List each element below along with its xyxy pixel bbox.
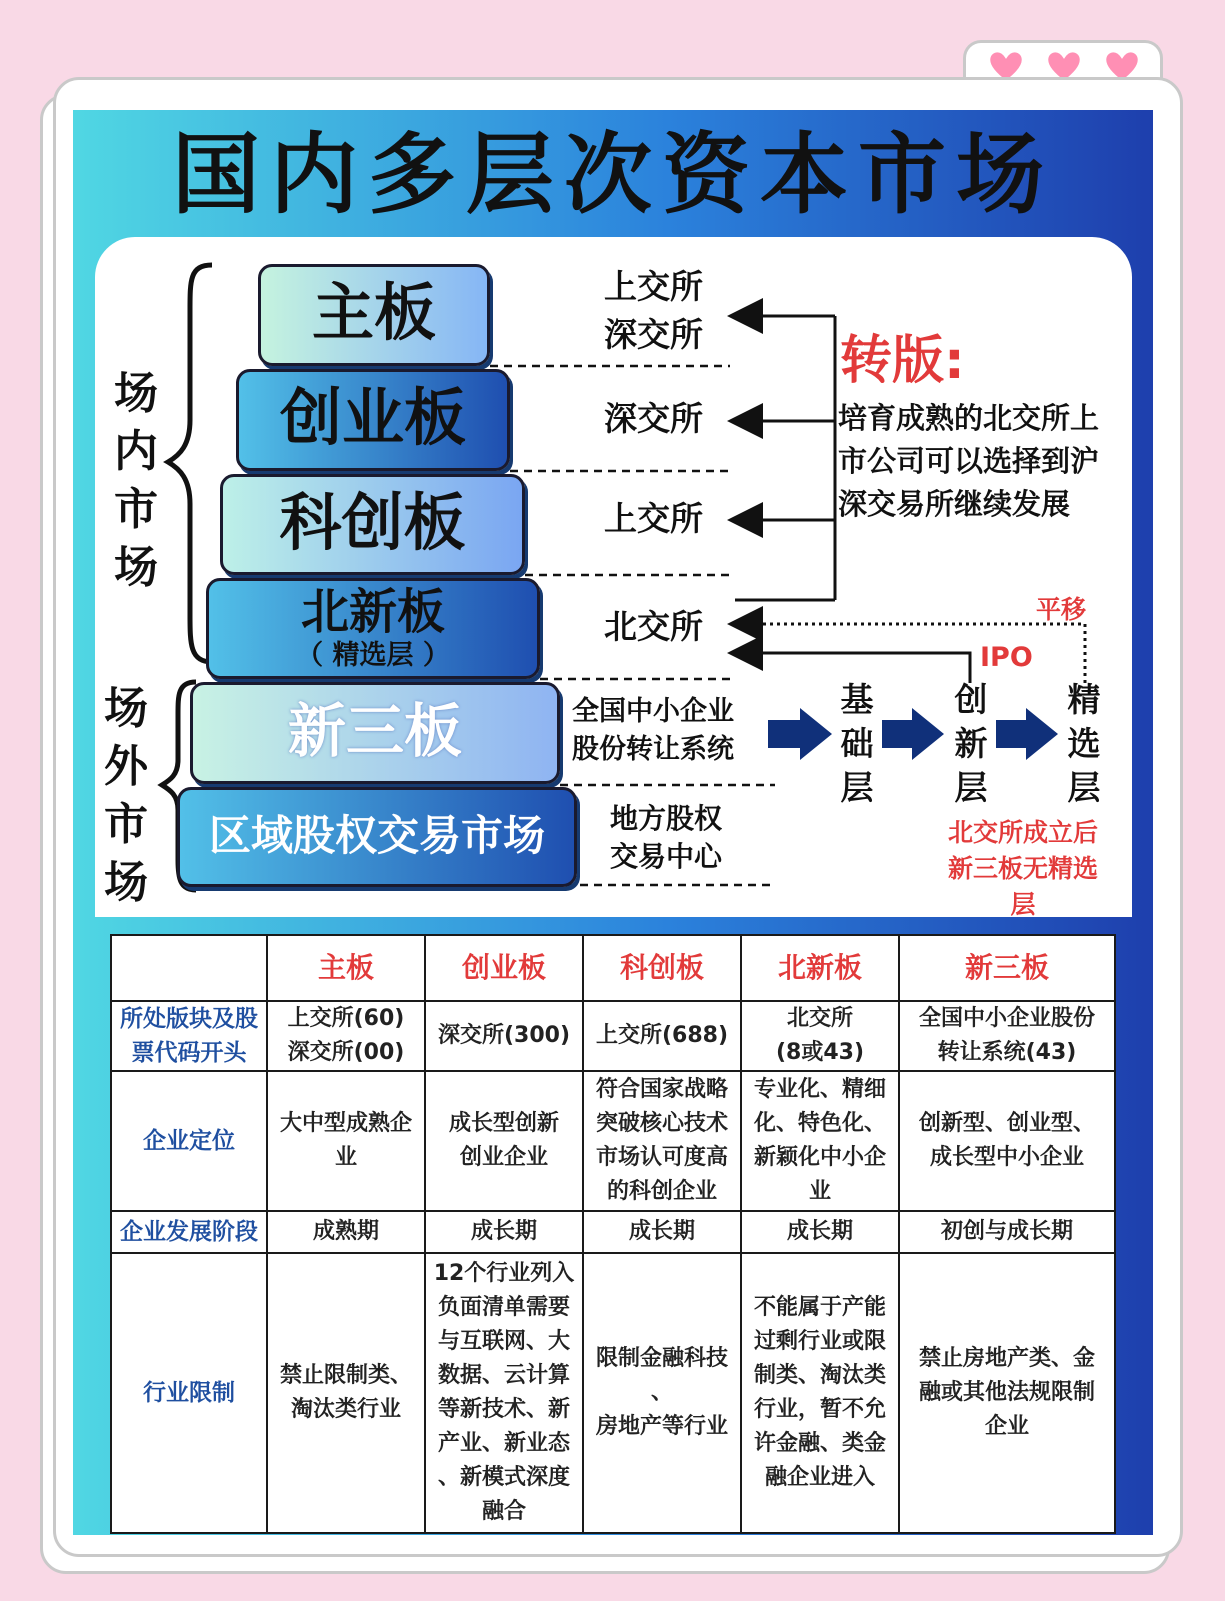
table-cell: 禁止限制类、 淘汰类行业 bbox=[267, 1253, 425, 1533]
table-cell: 禁止房地产类、金 融或其他法规限制 企业 bbox=[899, 1253, 1115, 1533]
row-label: 行业限制 bbox=[111, 1253, 267, 1533]
table-row bbox=[111, 1253, 1115, 1533]
table-cell: 专业化、精细 化、特色化、 新颖化中小企 业 bbox=[741, 1071, 899, 1211]
comparison-table bbox=[110, 934, 1116, 1534]
table-row bbox=[111, 1071, 1115, 1211]
table-header-cell bbox=[111, 935, 267, 1001]
tier-star-market: 科创板 bbox=[220, 474, 525, 575]
tier-main-board: 主板 bbox=[258, 264, 490, 366]
row-label: 企业定位 bbox=[111, 1071, 267, 1211]
table-header-cell: 新三板 bbox=[899, 935, 1115, 1001]
table-cell: 初创与成长期 bbox=[899, 1211, 1115, 1253]
transfer-arrows bbox=[733, 316, 835, 600]
table-header-cell: 主板 bbox=[267, 935, 425, 1001]
table-row bbox=[111, 1211, 1115, 1253]
row-label: 所处版块及股票代码开头 bbox=[111, 1001, 267, 1071]
exchange-regional-line2: 交易中心 bbox=[610, 840, 723, 873]
exchange-sse-main: 上交所 bbox=[604, 267, 703, 306]
table-cell: 成长期 bbox=[741, 1211, 899, 1253]
table-cell: 大中型成熟企业 bbox=[267, 1071, 425, 1211]
exchange-bse: 北交所 bbox=[604, 607, 703, 646]
outside-market-label: 场外市场 bbox=[104, 683, 148, 908]
table-cell: 不能属于产能 过剩行业或限 制类、淘汰类 行业，暂不允 许金融、类金 融企业进入 bbox=[741, 1253, 899, 1533]
shift-label: 平移 bbox=[1036, 595, 1087, 624]
transfer-title: 转版: bbox=[840, 331, 965, 391]
table-cell: 成长型创新 创业企业 bbox=[425, 1071, 583, 1211]
table-row bbox=[111, 1001, 1115, 1071]
tier-regional-equity: 区域股权交易市场 bbox=[177, 787, 577, 887]
table-header-cell: 北新板 bbox=[741, 935, 899, 1001]
exchange-szse-gem: 深交所 bbox=[604, 399, 703, 438]
bse-note: 北交所成立后新三板无精选层 bbox=[948, 818, 1099, 919]
exchange-szse-main: 深交所 bbox=[604, 315, 703, 354]
table-cell: 限制金融科技 、 房地产等行业 bbox=[583, 1253, 741, 1533]
ipo-label: IPO bbox=[980, 642, 1033, 673]
table-cell: 成长期 bbox=[583, 1211, 741, 1253]
exchange-neeq-line1: 全国中小企业 bbox=[572, 696, 734, 727]
table-cell: 创新型、创业型、 成长型中小企业 bbox=[899, 1071, 1115, 1211]
table-cell: 12个行业列入 负面清单需要 与互联网、大 数据、云计算 等新技术、新 产业、新业态 、新模式深度 融合 bbox=[425, 1253, 583, 1533]
table-cell: 成熟期 bbox=[267, 1211, 425, 1253]
flow-basic-layer: 基础层 bbox=[840, 680, 874, 807]
exchange-regional-line1: 地方股权 bbox=[610, 802, 723, 835]
table-cell: 北交所 (8或43) bbox=[741, 1001, 899, 1071]
table-cell: 全国中小企业股份 转让系统(43) bbox=[899, 1001, 1115, 1071]
inside-market-label: 场内市场 bbox=[114, 368, 158, 593]
table-cell: 上交所(688) bbox=[583, 1001, 741, 1071]
flow-innovation-layer: 创新层 bbox=[954, 680, 988, 807]
flow-select-layer: 精选层 bbox=[1067, 680, 1101, 807]
table-cell: 符合国家战略 突破核心技术 市场认可度高 的科创企业 bbox=[583, 1071, 741, 1211]
tier-neeq: 新三板 bbox=[190, 682, 560, 784]
exchange-neeq-line2: 股份转让系统 bbox=[572, 734, 734, 765]
page-title: 国内多层次资本市场 bbox=[171, 123, 1054, 226]
table-header-cell: 科创板 bbox=[583, 935, 741, 1001]
flow-arrows bbox=[768, 708, 1058, 760]
transfer-text: 培育成熟的北交所上市公司可以选择到沪深交易所继续发展 bbox=[838, 401, 1100, 521]
exchange-sse-star: 上交所 bbox=[604, 499, 703, 538]
table-cell: 成长期 bbox=[425, 1211, 583, 1253]
table-header-row bbox=[111, 935, 1115, 1001]
table-cell: 上交所(60) 深交所(00) bbox=[267, 1001, 425, 1071]
tier-chinext: 创业板 bbox=[236, 369, 510, 471]
row-label: 企业发展阶段 bbox=[111, 1211, 267, 1253]
table-cell: 深交所(300) bbox=[425, 1001, 583, 1071]
tier-beixin-board: 北新板 （ 精选层 ） bbox=[206, 578, 540, 679]
table-header-cell: 创业板 bbox=[425, 935, 583, 1001]
